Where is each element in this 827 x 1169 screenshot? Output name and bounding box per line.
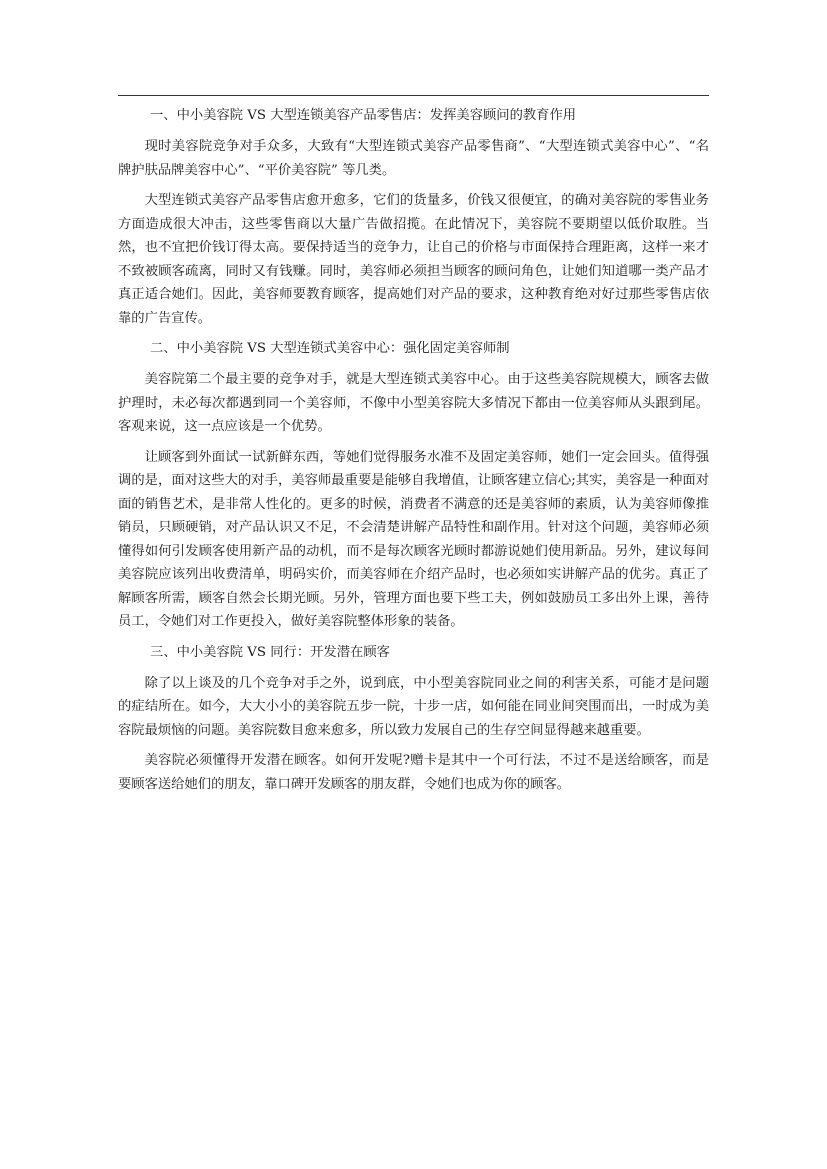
section-heading: 三、中小美容院 VS 同行：开发潜在顾客	[150, 644, 390, 660]
paragraph: 美容院第二个最主要的竞争对手，就是大型连锁式美容中心。由于这些美容院规模大，顾客去做护理时，未必每次都遇到同一个美容师，不像中小型美容院大多情况下都由一位美容师从头跟到尾。客观来说，这一点应该是一个优势。	[118, 372, 709, 434]
section-heading: 二、中小美容院 VS 大型连锁式美容中心：强化固定美容师制	[150, 341, 510, 356]
section-heading: 一、中小美容院 VS 大型连锁美容产品零售店：发挥美容顾问的教育作用	[150, 108, 577, 123]
header-rule	[118, 95, 709, 96]
paragraph: 美容院必须懂得开发潜在顾客。如何开发呢?赠卡是其中一个可行法，不过不是送给顾客，而是要顾客送给她们的朋友，靠口碑开发顾客的朋友群，令她们也成为你的顾客。	[118, 753, 709, 792]
paragraph: 现时美容院竞争对手众多，大致有“大型连锁式美容产品零售商”、“大型连锁式美容中心”、“名牌护肤品牌美容中心”、“平价美容院” 等几类。	[118, 139, 709, 178]
paragraph: 大型连锁式美容产品零售店愈开愈多，它们的货量多，价钱又很便宜，的确对美容院的零售业务方面造成很大冲击，这些零售商以大量广告做招揽。在此情况下，美容院不要期望以低价取胜。当然，也不宜把价钱订得太高。要保持适当的竞争力，让自己的价格与市面保持合理距离，这样一来才不致被顾客疏离，同时又有钱赚。同时，美容师必须担当顾客的顾问角色，让她们知道哪一类产品才真正适合她们。因此，美容师要教育顾客，提高她们对产品的要求，这种教育绝对好过那些零售店依靠的广告宣传。	[118, 193, 709, 326]
paragraph: 除了以上谈及的几个竞争对手之外，说到底，中小型美容院同业之间的利害关系，可能才是问题的症结所在。如今，大大小小的美容院五步一院，十步一店，如何能在同业间突围而出，一时成为美容院最烦恼的问题。美容院数目愈来愈多，所以致力发展自己的生存空间显得越来越重要。	[118, 675, 709, 738]
paragraph: 让顾客到外面试一试新鲜东西，等她们觉得服务水准不及固定美容师，她们一定会回头。值得强调的是，面对这些大的对手，美容师最重要是能够自我增值，让顾客建立信心;其实，美容是一种面对面的销售艺术，是非常人性化的。更多的时候，消费者不满意的还是美容师的素质，认为美容师像推销员，只顾硬销，对产品认识又不足，不会清楚讲解产品特性和副作用。针对这个问题，美容师必须懂得如何引发顾客使用新产品的动机，而不是每次顾客光顾时都游说她们使用新品。另外，建议每间美容院应该列出收费清单，明码实价，而美容师在介绍产品时，也必须如实讲解产品的优劣。真正了解顾客所需，顾客自然会长期光顾。另外，管理方面也要下些工夫，例如鼓励员工多出外上课，善待员工，令她们对工作更投入，做好美容院整体形象的装备。	[118, 449, 709, 629]
document-body	[118, 104, 709, 803]
